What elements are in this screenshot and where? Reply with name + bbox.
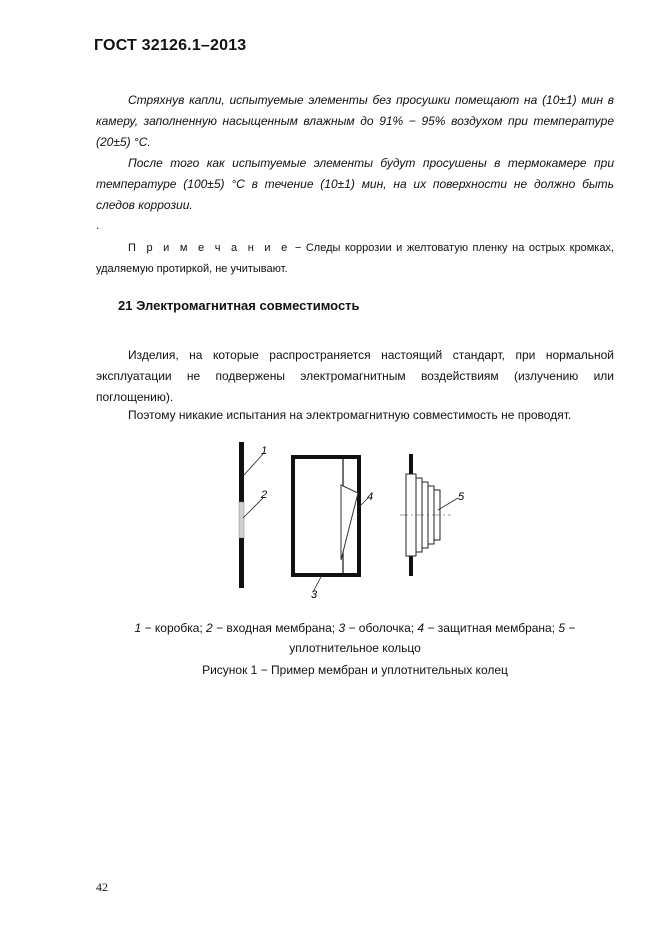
page-number: 42 [96, 880, 108, 894]
note-label: П р и м е ч а н и е [128, 242, 291, 254]
seal-rings [400, 454, 451, 576]
legend-text-3: − оболочка; [345, 621, 418, 635]
paragraph-corrosion-check: После того как испытуемые элементы будут просушены в термокамере при температуре (100±5) °С в течение (10±1) мин, на их поверхности не должно быть следов коррозии. [96, 156, 614, 212]
legend-text-5: − уплотнительное кольцо [289, 621, 576, 655]
housing-box [293, 457, 359, 575]
section-title: 21 Электромагнитная совместимость [118, 298, 360, 313]
note-block [96, 238, 614, 280]
stray-dot: . [96, 218, 100, 232]
legend-num-1: 1 [134, 621, 142, 635]
legend-num-4: 4 [417, 621, 425, 635]
membrane-figure [225, 440, 485, 605]
callout-5: 5 [458, 491, 465, 503]
figure-legend [96, 618, 614, 658]
figure-caption: Рисунок 1 − Пример мембран и уплотнительных колец [202, 663, 508, 677]
paragraph-no-tests: Поэтому никакие испытания на электромагнитную совместимость не проводят. [128, 408, 572, 422]
paragraph-drying: Стряхнув капли, испытуемые элементы без просушки помещают на (10±1) мин в камеру, заполненную насыщенным влажным до 91% − 95% воздухом при температуре (20±5) °С. [96, 93, 614, 149]
paragraph-emc: Изделия, на которые распространяется настоящий стандарт, при нормальной эксплуатации не подвержены электромагнитным воздействиям (излучению или поглощению). [96, 348, 614, 404]
legend-num-5: 5 [558, 621, 566, 635]
legend-num-2: 2 [206, 621, 213, 635]
callout-1: 1 [261, 445, 268, 457]
legend-text-4: − защитная мембрана; [424, 621, 559, 635]
note-text: − Следы коррозии и желтоватую пленку на острых кромках, удаляемую протиркой, не учитывают. [96, 242, 614, 275]
callout-4: 4 [367, 491, 374, 503]
document-header: ГОСТ 32126.1–2013 [94, 37, 247, 54]
callout-3: 3 [311, 589, 318, 601]
legend-text-1: − коробка; [141, 621, 207, 635]
legend-text-2: − входная мембрана; [212, 621, 339, 635]
legend-num-3: 3 [338, 621, 346, 635]
strip-assembly [239, 442, 244, 588]
callout-2: 2 [261, 489, 268, 501]
